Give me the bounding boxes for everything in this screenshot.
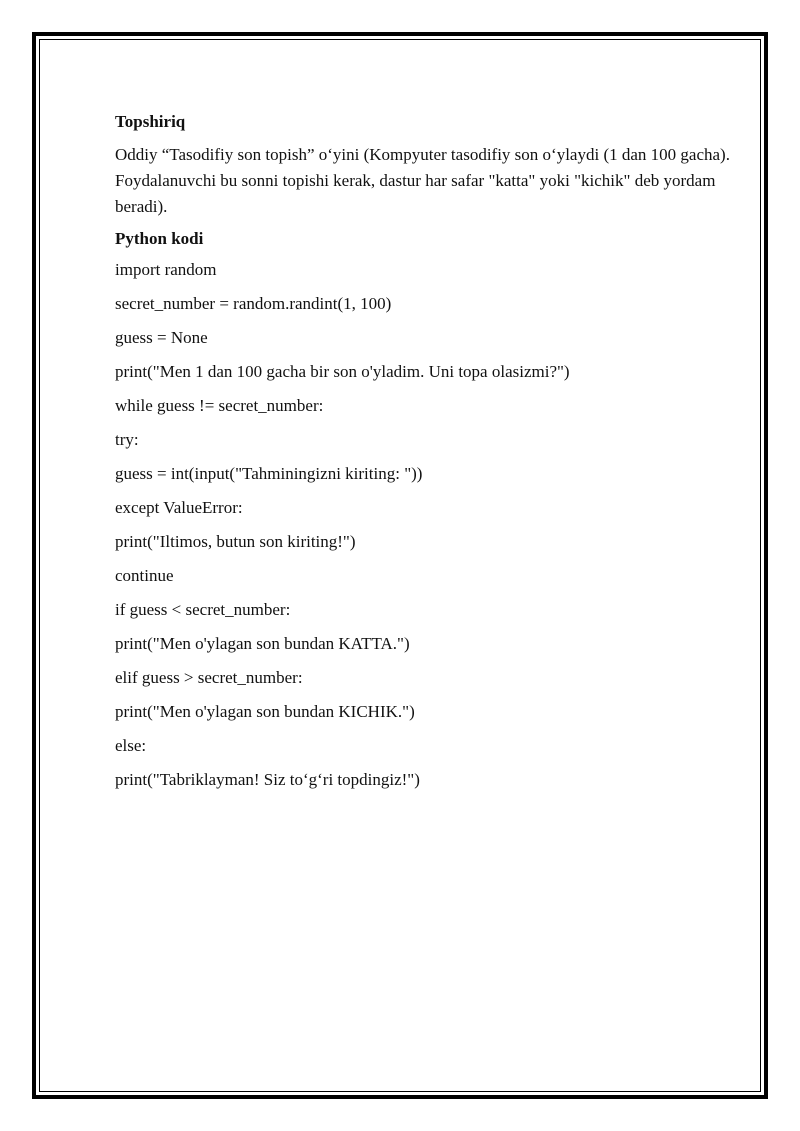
code-line: print("Men o'ylagan son bundan KATTA.") <box>115 634 410 653</box>
task-description: Oddiy “Tasodifiy son topish” o‘yini (Kompyuter tasodifiy son o‘ylaydi (1 dan 100 gacha). Foydalanuvchi bu sonni topishi kerak, dastur har safar "katta" yoki "kichik" deb yordam beradi). <box>115 145 730 216</box>
code-line: guess = None <box>115 328 208 347</box>
code-line: print("Tabriklayman! Siz to‘g‘ri topdingiz!") <box>115 770 420 789</box>
task-heading: Topshiriq <box>115 112 186 131</box>
code-block <box>115 259 745 791</box>
code-line: secret_number = random.randint(1, 100) <box>115 294 392 313</box>
code-line: import random <box>115 260 217 279</box>
code-line: else: <box>115 736 147 755</box>
code-line: guess = int(input("Tahminingizni kiriting: ")) <box>115 464 423 483</box>
code-line: try: <box>115 430 139 449</box>
code-line: except ValueError: <box>115 498 243 517</box>
code-line: if guess < secret_number: <box>115 600 291 619</box>
document-body <box>115 111 745 803</box>
code-line: while guess != secret_number: <box>115 396 324 415</box>
code-heading: Python kodi <box>115 229 204 248</box>
code-line: print("Men o'ylagan son bundan KICHIK.") <box>115 702 415 721</box>
code-line: continue <box>115 566 174 585</box>
code-line: print("Iltimos, butun son kiriting!") <box>115 532 356 551</box>
code-line: print("Men 1 dan 100 gacha bir son o'yladim. Uni topa olasizmi?") <box>115 362 570 381</box>
code-line: elif guess > secret_number: <box>115 668 303 687</box>
